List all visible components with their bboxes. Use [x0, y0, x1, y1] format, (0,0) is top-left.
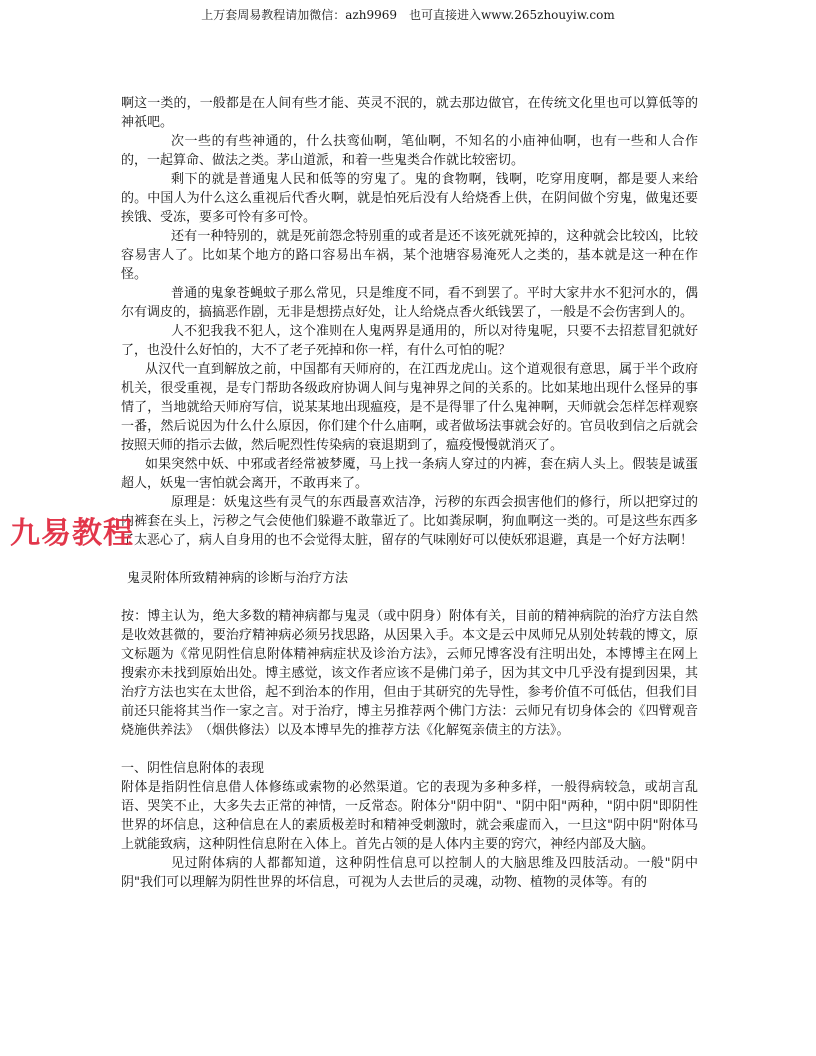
paragraph: 剩下的就是普通鬼人民和低等的穷鬼了。鬼的食物啊，钱啊，吃穿用度啊，都是要人来给的。中国人为什么这么重视后代香火啊，就是怕死后没有人给烧香上供，在阴间做个穷鬼，做鬼还要挨饿、受冻，要多可怜有多可怜。: [121, 172, 698, 225]
watermark-logo: 九易教程: [10, 516, 134, 551]
note-paragraph: 按：博主认为，绝大多数的精神病都与鬼灵（或中阴身）附体有关，目前的精神病院的治疗方法自然是收效甚微的，要治疗精神病必须另找思路，从因果入手。本文是云中凤师兄从别处转载的博文，原文标题为《常见阴性信息附体精神病症状及诊治方法》，云师兄博客没有注明出处，本博博主在网上搜索亦未找到原始出处。博主感觉，该文作者应该不是佛门弟子，因为其文中几乎没有提到因果，其治疗方法也实在太世俗，起不到治本的作用，但由于其研究的先导性，参考价值不可低估，但我们目前还只能将其当作一家之言。对于治疗，博主另推荐两个佛门方法：云师兄有切身体会的《四臂观音烧施供养法》 （烟供修法）以及本博早先的推荐方法《化解冤亲债主的方法》。: [121, 609, 698, 738]
paragraph: 附体是指阴性信息借人体修练或索物的必然渠道。它的表现为多种多样，一般得病较急，或胡言乱语、哭笑不止，大多失去正常的神情，一反常态。附体分"阴中阴"、"阴中阳"两种，"阴中阴"即阴性世界的坏信息，这种信息在人的素质极差时和精神受刺激时，就会乘虚而入，一旦这"阴中阴"附体马上就能致病，这种阴性信息附在入体上。首先占领的是人体内主要的窍穴，神经内部及大脑。: [121, 780, 698, 852]
paragraph: 还有一种特别的，就是死前怨念特别重的或者是还不该死就死掉的，这种就会比较凶，比较容易害人了。比如某个地方的路口容易出车祸，某个池塘容易淹死人之类的，基本就是这一种在作怪。: [121, 229, 698, 282]
paragraph: 原理是：妖鬼这些有灵气的东西最喜欢洁净，污秽的东西会损害他们的修行，所以把穿过的内裤套在头上，污秽之气会使他们躲避不敢靠近了。比如粪尿啊，狗血啊这一类的。可是这些东西多了太恶心了，病人自身用的也不会觉得太脏，留存的气味刚好可以使妖邪退避，真是一个好方法啊！: [121, 495, 698, 548]
paragraph: 啊这一类的，一般都是在人间有些才能、英灵不泯的，就去那边做官，在传统文化里也可以算低等的神祇吧。: [121, 96, 698, 130]
paragraph: 人不犯我我不犯人，这个准则在人鬼两界是通用的，所以对待鬼呢，只要不去招惹冒犯就好了，也没什么好怕的，大不了老子死掉和你一样，有什么可怕的呢？: [121, 324, 698, 358]
paragraph: 普通的鬼象苍蝇蚊子那么常见，只是维度不同，看不到罢了。平时大家井水不犯河水的，偶尔有调皮的，搞搞恶作剧，无非是想捞点好处，让人给烧点香火纸钱罢了，一般是不会伤害到人的。: [121, 286, 698, 320]
paragraph: 如果突然中妖、中邪或者经常被梦魇，马上找一条病人穿过的内裤，套在病人头上。假装是诚蛋超人，妖鬼一害怕就会离开，不敢再来了。: [121, 457, 698, 491]
paragraph: 从汉代一直到解放之前，中国都有天师府的，在江西龙虎山。这个道观很有意思，属于半个政府机关，很受重视，是专门帮助各级政府协调人间与鬼神界之间的关系的。比如某地出现什么怪异的事情了，当地就给天师府写信，说某某地出现瘟疫，是不是得罪了什么鬼神啊，天师就会怎样怎样观察一番，然后说因为什么什么原因，你们建个什么庙啊，或者做场法事就会好的。官员收到信之后就会按照天师的指示去做，然后呢烈性传染病的衰退期到了，瘟疫慢慢就消灭了。: [121, 362, 698, 453]
section-title: 鬼灵附体所致精神病的诊断与治疗方法: [127, 571, 349, 586]
paragraph: 见过附体病的人都都知道，这种阴性信息可以控制人的大脑思维及四肢活动。一般"阴中阴"我们可以理解为阴性世界的坏信息，可视为人去世后的灵魂，动物、植物的灵体等。有的: [121, 856, 698, 890]
subsection-title: 一、阴性信息附体的表现: [121, 761, 265, 776]
document-body: [121, 94, 698, 892]
page-header: 上万套周易教程请加微信：azh9969 也可直接进入www.265zhouyiw.com: [201, 8, 615, 22]
paragraph: 次一些的有些神通的，什么扶鸾仙啊，笔仙啊，不知名的小庙神仙啊，也有一些和人合作的，一起算命、做法之类。茅山道派，和着一些鬼类合作就比较密切。: [121, 134, 698, 168]
